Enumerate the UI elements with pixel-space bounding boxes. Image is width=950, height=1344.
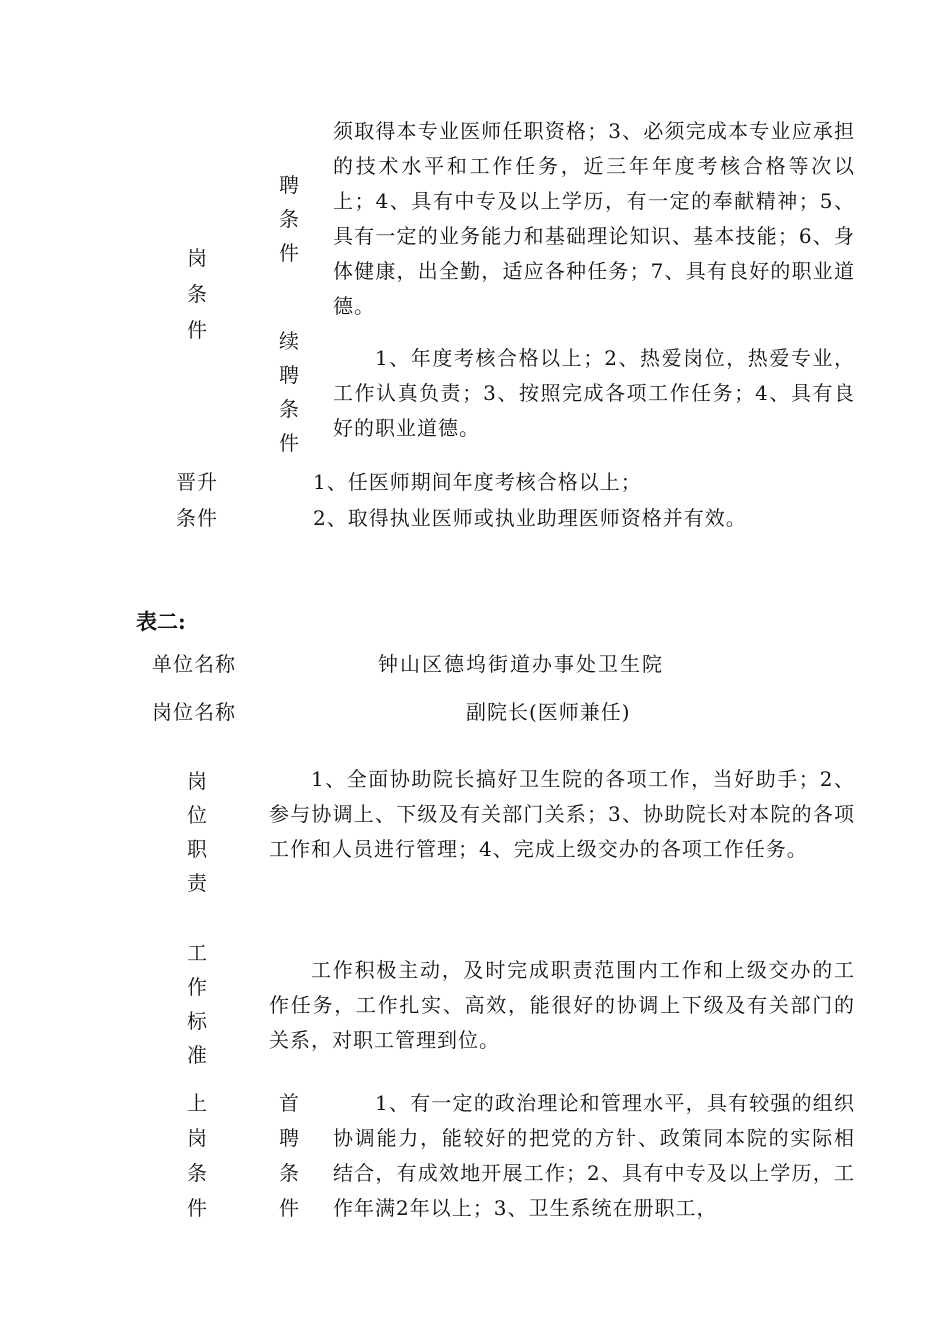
unit-name-label: 单位名称	[152, 652, 236, 676]
first-hire-label	[274, 1086, 304, 1226]
table-heading: 表二:	[136, 609, 186, 634]
label-char: 责	[187, 871, 207, 895]
label-char: 条	[187, 1161, 207, 1185]
promotion-item: 2、取得执业医师或执业助理医师资格并有效。	[313, 506, 747, 530]
label-char: 条	[187, 282, 207, 306]
promotion-label-line: 晋升	[176, 470, 218, 494]
first-hire-label	[274, 168, 304, 270]
standard-label	[182, 936, 212, 1072]
renew-label	[274, 324, 304, 460]
label-char: 准	[187, 1043, 207, 1067]
renew-text: 1、年度考核合格以上；2、热爱岗位，热爱专业，工作认真负责；3、按照完成各项工作任务；4、具有良好的职业道德。	[333, 346, 855, 440]
label-char: 续	[279, 329, 299, 353]
standard-text: 工作积极主动，及时完成职责范围内工作和上级交办的工作任务，工作扎实、高效，能很好的协调上下级及有关部门的关系，对职工管理到位。	[269, 958, 855, 1052]
label-char: 岗	[187, 246, 207, 270]
label-char: 件	[187, 1196, 207, 1220]
label-char: 首	[279, 1091, 299, 1115]
post-name-value: 副院长(医师兼任)	[466, 700, 631, 724]
label-char: 位	[187, 803, 207, 827]
first-hire-text: 1、有一定的政治理论和管理水平，具有较强的组织协调能力，能较好的把党的方针、政策同本院的实际相结合，有成效地开展工作；2、具有中专及以上学历，工作年满2年以上；3、卫生系统在册职工，	[333, 1091, 855, 1220]
label-char: 作	[187, 975, 207, 999]
label-char: 件	[279, 1196, 299, 1220]
label-char: 聘	[279, 1126, 299, 1150]
first-hire-text: 须取得本专业医师任职资格；3、必须完成本专业应承担的技术水平和工作任务，近三年年度考核合格等次以上；4、具有中专及以上学历，有一定的奉献精神；5、具有一定的业务能力和基础理论知识、基本技能；6、身体健康，出全勤，适应各种任务；7、具有良好的职业道德。	[333, 119, 855, 318]
label-char: 工	[187, 941, 207, 965]
promotion-label-line: 条件	[176, 506, 218, 530]
unit-name-value: 钟山区德坞街道办事处卫生院	[378, 652, 664, 676]
label-char: 岗	[187, 769, 207, 793]
label-char: 条	[279, 1161, 299, 1185]
label-char: 件	[187, 318, 207, 342]
label-char: 标	[187, 1009, 207, 1033]
duty-label	[182, 764, 212, 900]
duty-text: 1、全面协助院长搞好卫生院的各项工作，当好助手；2、参与协调上、下级及有关部门关系；3、协助院长对本院的各项工作和人员进行管理；4、完成上级交办的各项工作任务。	[269, 767, 855, 861]
label-char: 职	[187, 837, 207, 861]
label-char: 件	[279, 241, 299, 265]
label-char: 条	[279, 207, 299, 231]
post-conditions-label	[182, 240, 212, 348]
promotion-item: 1、任医师期间年度考核合格以上；	[313, 470, 642, 494]
post-conditions-label	[182, 1086, 212, 1226]
label-char: 上	[187, 1091, 207, 1115]
label-char: 聘	[279, 363, 299, 387]
label-char: 聘	[279, 173, 299, 197]
label-char: 件	[279, 431, 299, 455]
label-char: 岗	[187, 1126, 207, 1150]
promotion-label	[176, 464, 218, 536]
label-char: 条	[279, 397, 299, 421]
post-name-label: 岗位名称	[152, 700, 236, 724]
